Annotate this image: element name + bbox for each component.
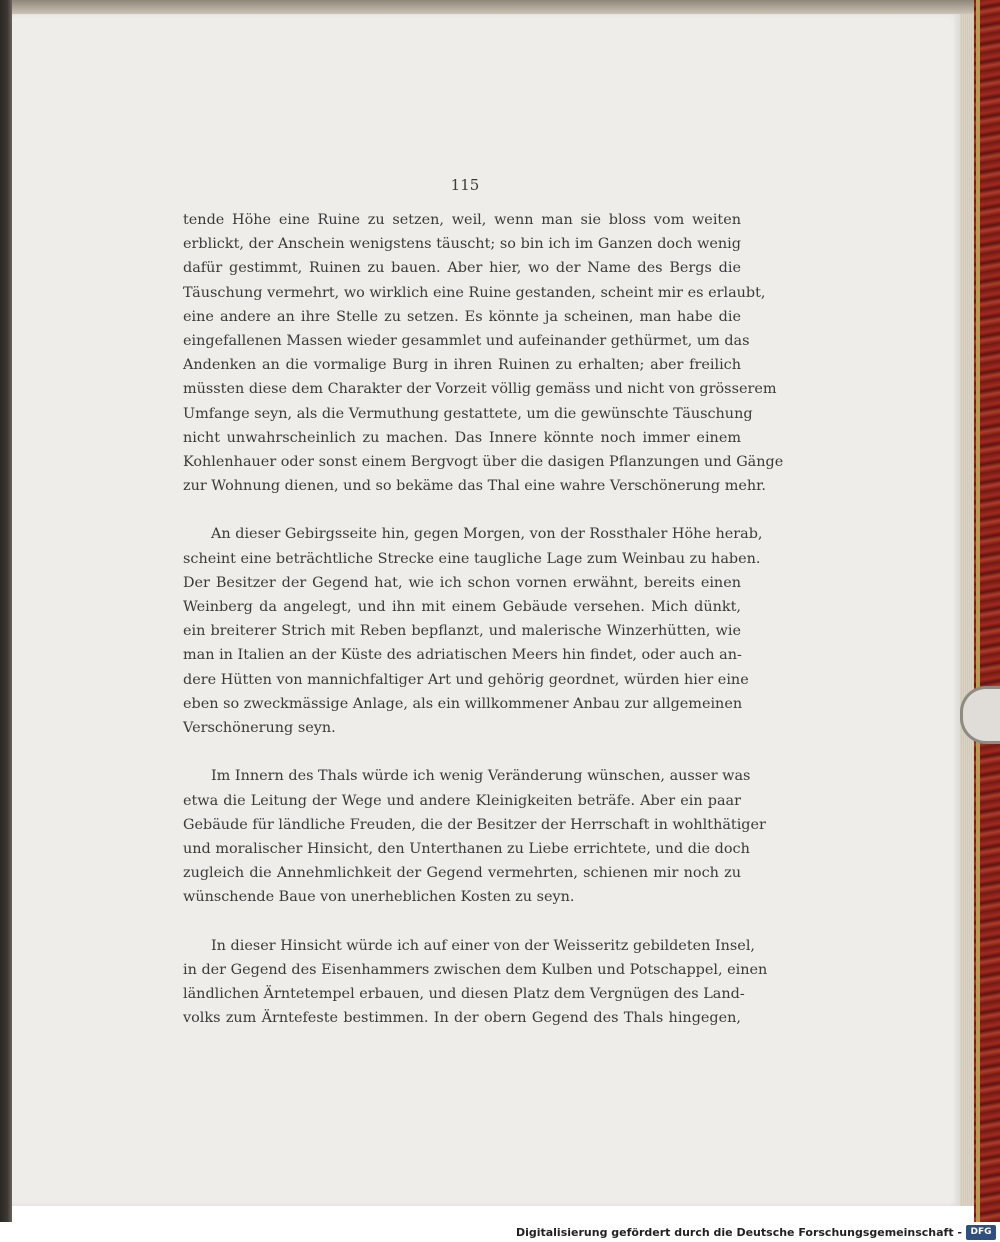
dfg-logo[interactable]: DFG <box>966 1225 996 1240</box>
text-line: Kohlenhauer oder sonst einem Bergvogt über die dasigen Pflanzungen und Gänge <box>183 453 784 470</box>
text-line: tende Höhe eine Ruine zu setzen, weil, wenn man sie bloss vom weiten <box>183 212 741 228</box>
text-line: Weinberg da angelegt, und ihn mit einem Gebäude versehen. Mich dünkt, <box>183 599 741 615</box>
text-line: man in Italien an der Küste des adriatischen Meers hin findet, oder auch an- <box>183 647 742 664</box>
book-cover-gilt-edge <box>976 0 980 1222</box>
page-stack-edge <box>960 14 974 1206</box>
page-clip <box>960 686 1000 744</box>
text-line: zur Wohnung dienen, und so bekäme das Thal eine wahre Verschönerung mehr. <box>183 478 767 495</box>
text-line: und moralischer Hinsicht, den Unterthanen zu Liebe errichtete, und die doch <box>183 840 750 857</box>
text-line: eine andere an ihre Stelle zu setzen. Es könnte ja scheinen, man habe die <box>183 308 741 325</box>
text-line: An dieser Gebirgsseite hin, gegen Morgen, von der Rossthaler Höhe herab, <box>211 526 763 543</box>
body-text <box>183 208 784 1030</box>
text-line: Verschönerung seyn. <box>183 719 336 736</box>
text-line: Andenken an die vormalige Burg in ihren Ruinen zu erhalten; aber freilich <box>183 357 741 374</box>
text-line: müssten diese dem Charakter der Vorzeit völlig gemäss und nicht von grösserem <box>183 381 777 398</box>
text-line: Im Innern des Thals würde ich wenig Veränderung wünschen, ausser was <box>211 768 751 785</box>
page-number-text: 115 <box>450 176 480 194</box>
text-line: volks zum Ärntefeste bestimmen. In der obern Gegend des Thals hingegen, <box>183 1010 741 1027</box>
text-line: Gebäude für ländliche Freuden, die der Besitzer der Herrschaft in wohlthätiger <box>183 816 766 833</box>
text-line: Täuschung vermehrt, wo wirklich eine Ruine gestanden, scheint mir es erlaubt, <box>183 284 766 301</box>
text-line: in der Gegend des Eisenhammers zwischen dem Kulben und Potschappel, einen <box>183 961 768 978</box>
text-line: scheint eine beträchtliche Strecke eine taugliche Lage zum Weinbau zu haben. <box>183 550 761 567</box>
funding-credit: Digitalisierung gefördert durch die Deutsche Forschungsgemeinschaft - <box>515 1226 962 1239</box>
text-line: ein breiterer Strich mit Reben bepflanzt, und malerische Winzerhütten, wie <box>183 623 741 640</box>
text-line: nicht unwahrscheinlich zu machen. Das Innere könnte noch immer einem <box>183 429 741 446</box>
text-line: etwa die Leitung der Wege und andere Kleinigkeiten beträfe. Aber ein paar <box>183 792 741 809</box>
text-line: ländlichen Ärntetempel erbauen, und diesen Platz dem Vergnügen des Land- <box>183 986 745 1002</box>
text-line: zugleich die Annehmlichkeit der Gegend vermehrten, schienen mir noch zu <box>183 865 741 882</box>
text-line: In dieser Hinsicht würde ich auf einer von der Weisseritz gebildeten Insel, <box>211 937 755 954</box>
text-line: dafür gestimmt, Ruinen zu bauen. Aber hier, wo der Name des Bergs die <box>183 260 741 277</box>
text-line: eingefallenen Massen wieder gesammlet und aufeinander gethürmet, um das <box>183 332 750 349</box>
paragraph <box>183 764 766 909</box>
text-line: Umfange seyn, als die Vermuthung gestattete, um die gewünschte Täuschung <box>183 405 753 422</box>
text-line: erblickt, der Anschein wenigstens täuscht; so bin ich im Ganzen doch wenig <box>183 236 741 253</box>
text-line: dere Hütten von mannichfaltiger Art und gehörig geordnet, würden hier eine <box>183 671 749 688</box>
text-line: eben so zweckmässige Anlage, als ein willkommener Anbau zur allgemeinen <box>183 695 743 712</box>
scan-left-edge <box>0 0 12 1222</box>
paragraph <box>183 934 768 1031</box>
paragraph <box>183 208 784 498</box>
page-number <box>410 176 520 194</box>
text-line: wünschende Baue von unerheblichen Kosten zu seyn. <box>183 889 575 906</box>
paragraph <box>183 522 763 740</box>
text-line: Der Besitzer der Gegend hat, wie ich schon vornen erwähnt, bereits einen <box>183 574 741 591</box>
footer-bar <box>0 1222 1000 1242</box>
